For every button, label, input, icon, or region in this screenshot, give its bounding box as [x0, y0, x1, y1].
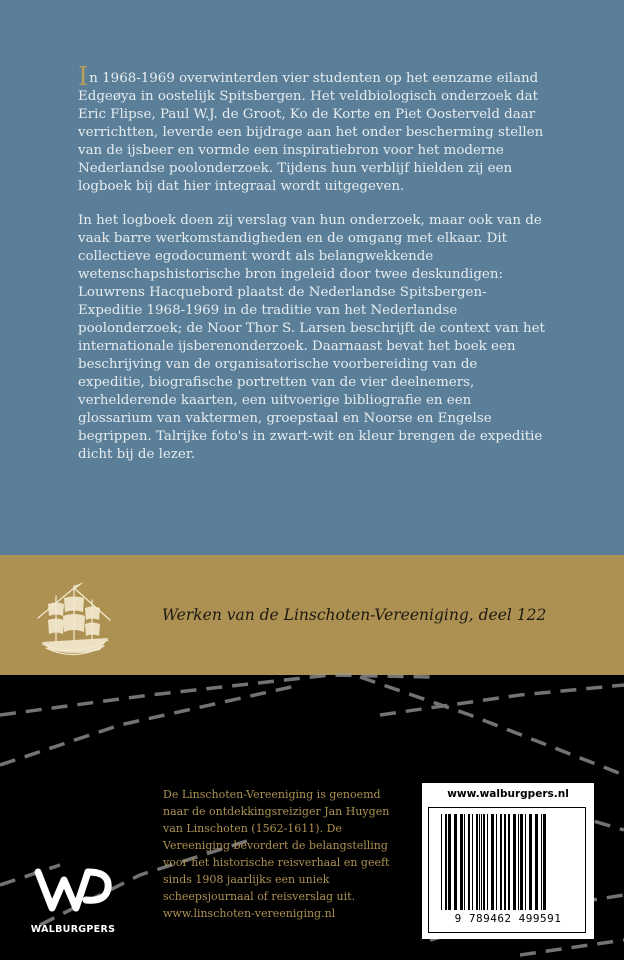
publisher-name: WALBURGPERS [30, 924, 116, 935]
isbn-number: 9 789462 499591 [454, 912, 562, 925]
series-title: Werken van de Linschoten-Vereeniging, deel 122 [162, 606, 547, 624]
drop-cap: I [78, 62, 89, 92]
sailing-ship-icon [34, 578, 116, 664]
society-description-text: De Linschoten-Vereeniging is genoemd naar de ontdekkingsreiziger Jan Huygen van Linschoten (1562-1611). De Vereeniging bevordert de belangstelling voor het historische reisverhaal en geeft sinds 1908 jaarlijks een uniek scheepsjournaal of reisverslag uit. [163, 788, 390, 903]
society-website: www.linschoten-vereeniging.nl [163, 907, 336, 920]
barcode-panel [422, 783, 594, 939]
publisher-website: www.walburgpers.nl [447, 788, 569, 800]
blurb-paragraph-1-text: n 1968-1969 overwinterden vier studenten op het eenzame eiland Edgeøya in oostelijk Spitsbergen. Het veldbiologisch onderzoek dat Eric Flipse, Paul W.J. de Groot, Ko de Korte en Piet Oosterveld daar verrichtten, leverde een bijdrage aan het onder bescherming stellen van de ijsbeer en vormde een inspiratiebron voor het moderne Nederlandse poolonderzoek. Tijdens hun verblijf hielden zij een logboek bij dat hier integraal wordt uitgegeven. [78, 71, 544, 194]
blurb-paragraph-2: In het logboek doen zij verslag van hun onderzoek, maar ook van de vaak barre werkomstandigheden en de omgang met elkaar. Dit collectieve egodocument wordt als belangwekkende wetenschapshistorische bron ingeleid door twee deskundigen: Louwrens Hacquebord plaatst de Nederlandse Spitsbergen-Expeditie 1968-1969 in de traditie van het Nederlandse poolonderzoek; de Noor Thor S. Larsen beschrijft de context van het internationale ijsberenonderzoek. Daarnaast bevat het boek een beschrijving van de organisatorische voorbereiding van de expeditie, biografische portretten van de vier deelnemers, verhelderende kaarten, een uitvoerige bibliografie en een glossarium van vaktermen, groepstaal en Noorse en Engelse begrippen. Talrijke foto's in zwart-wit en kleur brengen de expeditie dicht bij de lezer. [78, 213, 545, 462]
walburgpers-logo-icon [28, 858, 118, 922]
barcode-frame [428, 807, 586, 933]
isbn-barcode-icon [439, 814, 577, 910]
society-description [163, 786, 403, 922]
blurb-paragraph-1 [78, 62, 546, 196]
